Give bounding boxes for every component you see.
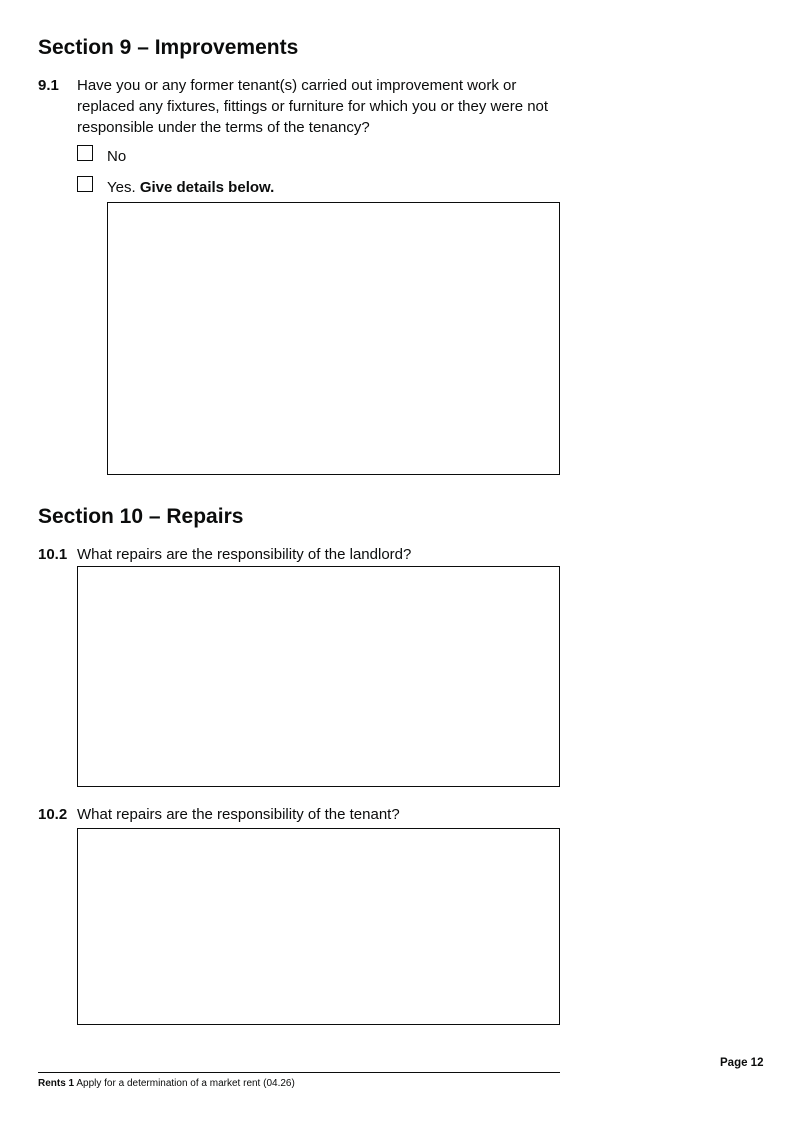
question-10-1-text: What repairs are the responsibility of the landlord? xyxy=(77,546,412,563)
footer-form-title: Apply for a determination of a market rent (04.26) xyxy=(76,1078,295,1089)
tenant-repairs-field[interactable] xyxy=(77,828,560,1025)
section-10-heading: Section 10 – Repairs xyxy=(38,505,244,528)
no-checkbox[interactable] xyxy=(77,145,93,161)
footer-divider xyxy=(38,1072,560,1073)
yes-option-text: Yes. xyxy=(107,179,136,196)
yes-option-label xyxy=(107,178,274,198)
yes-option-instruction: Give details below. xyxy=(139,179,275,196)
question-10-2-number: 10.2 xyxy=(38,806,68,823)
question-9-1-number: 9.1 xyxy=(38,77,59,94)
question-10-2-text: What repairs are the responsibility of the tenant? xyxy=(77,806,400,823)
improvements-details-field[interactable] xyxy=(107,202,560,475)
yes-checkbox[interactable] xyxy=(77,176,93,192)
question-9-1-text: Have you or any former tenant(s) carried out improvement work or replaced any fixtures, fittings or furniture for which you or they were not responsible under the terms of the tenancy? xyxy=(77,77,549,136)
section-9-heading: Section 9 – Improvements xyxy=(38,36,299,59)
page-number: Page 12 xyxy=(720,1057,764,1069)
no-option-label: No xyxy=(107,148,127,165)
landlord-repairs-field[interactable] xyxy=(77,566,560,787)
footer-form-code: Rents 1 xyxy=(38,1078,75,1089)
question-10-1-number: 10.1 xyxy=(38,546,68,563)
footer-form-reference xyxy=(38,1078,295,1090)
